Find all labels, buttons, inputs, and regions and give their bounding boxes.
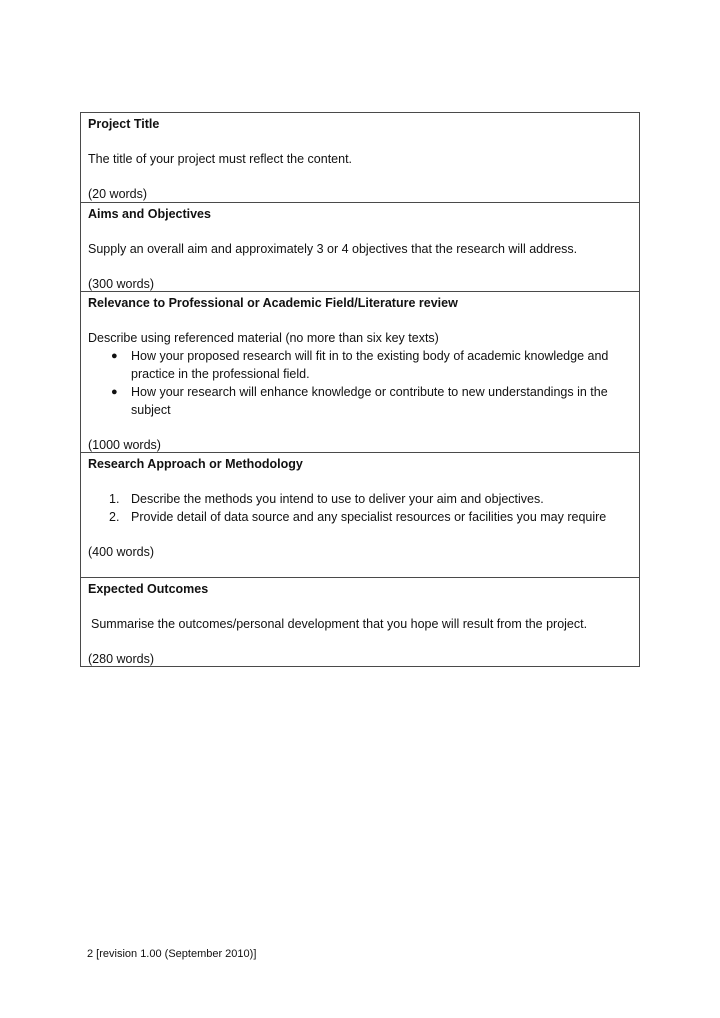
list-item-text: How your proposed research will fit in to the existing body of academic knowledge and practice in the professional field. bbox=[131, 349, 609, 381]
section-heading: Expected Outcomes bbox=[88, 582, 209, 596]
section-methodology bbox=[81, 452, 639, 577]
list-item-text: How your research will enhance knowledge or contribute to new understandings in the subject bbox=[131, 385, 608, 417]
list-item bbox=[88, 383, 632, 419]
section-description: Describe using referenced material (no more than six key texts) bbox=[88, 331, 439, 345]
section-heading: Project Title bbox=[88, 117, 160, 131]
proposal-form-table bbox=[80, 112, 640, 667]
list-number: 1. bbox=[109, 492, 120, 506]
section-literature-review bbox=[81, 291, 639, 452]
list-item-text: Provide detail of data source and any specialist resources or facilities you may require bbox=[131, 510, 607, 524]
list-item bbox=[88, 347, 632, 383]
section-heading: Relevance to Professional or Academic Field/Literature review bbox=[88, 296, 458, 310]
list-item-text: Describe the methods you intend to use to deliver your aim and objectives. bbox=[131, 492, 544, 506]
bullet-icon: ● bbox=[111, 350, 118, 362]
list-item bbox=[88, 508, 632, 526]
word-limit: (1000 words) bbox=[88, 438, 161, 452]
section-description: Supply an overall aim and approximately 3 or 4 objectives that the research will address. bbox=[88, 242, 578, 256]
section-description: Summarise the outcomes/personal development that you hope will result from the project. bbox=[91, 617, 588, 631]
section-project-title bbox=[81, 113, 639, 202]
word-limit: (280 words) bbox=[88, 652, 154, 666]
bullet-list bbox=[88, 347, 632, 419]
section-heading: Aims and Objectives bbox=[88, 207, 211, 221]
section-expected-outcomes bbox=[81, 577, 639, 666]
section-heading: Research Approach or Methodology bbox=[88, 457, 303, 471]
word-limit: (300 words) bbox=[88, 277, 154, 291]
section-description: The title of your project must reflect the content. bbox=[88, 152, 353, 166]
section-aims-objectives bbox=[81, 202, 639, 291]
list-number: 2. bbox=[109, 510, 120, 524]
word-limit: (20 words) bbox=[88, 187, 148, 201]
numbered-list bbox=[88, 490, 632, 526]
bullet-icon: ● bbox=[111, 386, 118, 398]
word-limit: (400 words) bbox=[88, 545, 154, 559]
page-footer: 2 [revision 1.00 (September 2010)] bbox=[87, 948, 257, 960]
list-item bbox=[88, 490, 632, 508]
